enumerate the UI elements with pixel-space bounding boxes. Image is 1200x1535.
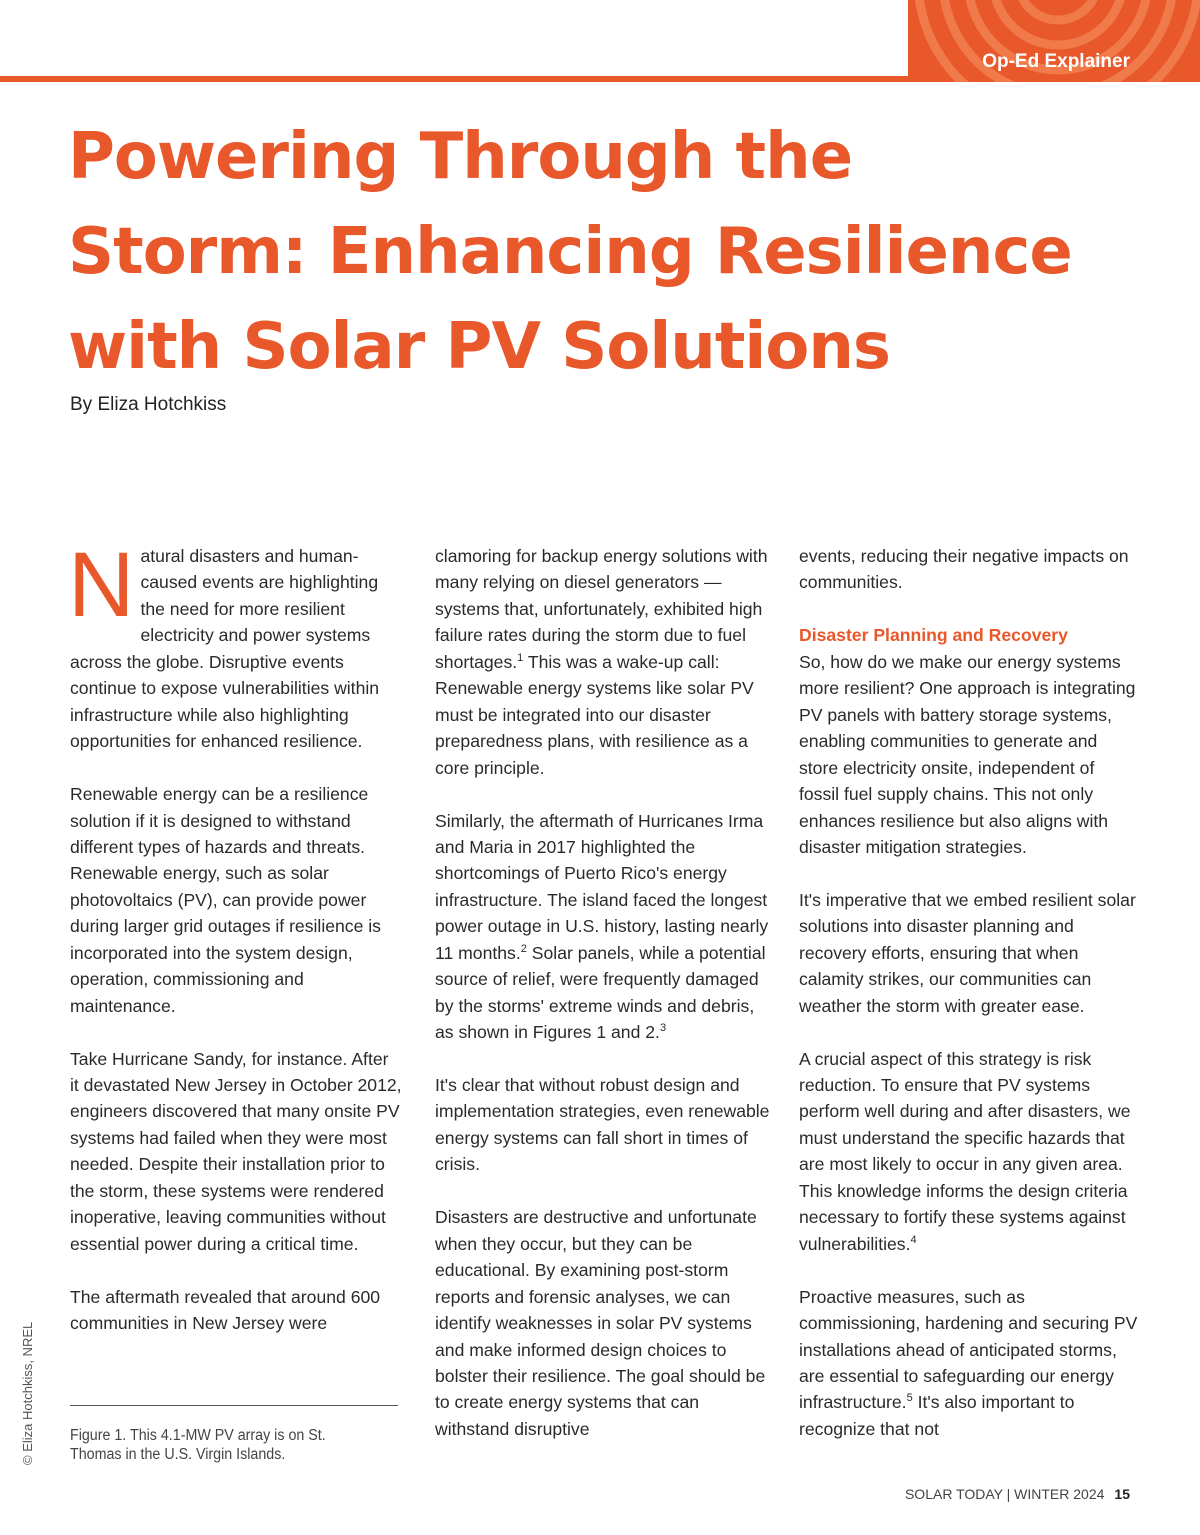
footnote-ref[interactable]: 5 bbox=[906, 1392, 913, 1405]
column-3 bbox=[799, 543, 1139, 1442]
publication-info: SOLAR TODAY | WINTER 2024 bbox=[904, 1486, 1105, 1502]
paragraph: The aftermath revealed that around 600 communities in New Jersey were bbox=[70, 1286, 381, 1334]
drop-cap: N bbox=[68, 534, 135, 636]
photo-credit: © Eliza Hotchkiss, NREL bbox=[20, 1321, 35, 1465]
footnote-ref[interactable]: 1 bbox=[517, 651, 524, 664]
footnote-ref[interactable]: 4 bbox=[910, 1233, 917, 1246]
paragraph: Disaster Planning and Recovery So, how do we make our energy systems more resilient? One approach is integrating PV panels with battery storage systems, enabling communities to generate and store electricity onsite, independent of fossil fuel supply chains. This not only enhances resilience but also aligns with disaster mitigation strategies. bbox=[799, 625, 1136, 857]
paragraph: Similarly, the aftermath of Hurricanes Irma and Maria in 2017 highlighted the shortcomings of Puerto Rico's energy infrastructure. The island faced the longest power outage in U.S. history, lasting nearly 11 months.$^2$ Solar panels, while a potential source of relief, were frequently damaged by the storms' extreme winds and debris, as shown in Figures 1 and 2.$^3$ bbox=[435, 810, 769, 1043]
column-1 bbox=[68, 534, 402, 1337]
paragraph: It's clear that without robust design and implementation strategies, even renewable energy systems can fall short in times of crisis. bbox=[435, 1075, 770, 1175]
paragraph: clamoring for backup energy solutions with many relying on diesel generators — systems that, unfortunately, exhibited high failure rates during the storm due to fuel shortages.$^1$ This was a wake-up call: Renewable energy systems like solar PV must be integrated into our disaster preparedness plans, with resilience as a core principle. bbox=[435, 546, 768, 778]
paragraph: Disasters are destructive and unfortunate when they occur, but they can be educational. By examining post-storm reports and forensic analyses, we can identify weaknesses in solar PV systems and make informed design choices to bolster their resilience. The goal should be to create energy systems that can withstand disruptive bbox=[435, 1207, 766, 1439]
paragraph: events, reducing their negative impacts on communities. bbox=[799, 546, 1129, 593]
header-rule bbox=[0, 76, 908, 82]
title-line: with Solar PV Solutions bbox=[68, 310, 890, 384]
section-subhead: Disaster Planning and Recovery bbox=[799, 625, 1068, 646]
paragraph: It's imperative that we embed resilient solar solutions into disaster planning and recovery efforts, ensuring that when calamity strikes, our communities can weather the storm with greater ease. bbox=[799, 889, 1136, 1016]
title-line: Powering Through the bbox=[68, 120, 853, 194]
paragraph: Take Hurricane Sandy, for instance. After it devastated New Jersey in October 2012, engineers discovered that many onsite PV systems had failed when they were most needed. Despite their installation prior to the storm, these systems were rendered inoperative, leaving communities without essential power during a critical time. bbox=[70, 1048, 402, 1254]
caption-divider bbox=[70, 1405, 398, 1406]
footnote-ref[interactable]: 3 bbox=[659, 1022, 667, 1035]
title-line: Storm: Enhancing Resilience bbox=[68, 215, 1072, 289]
section-tab bbox=[908, 0, 1200, 82]
paragraph: Proactive measures, such as commissioning, hardening and securing PV installations ahead of anticipated storms, are essential to safeguarding our energy infrastructure.$^5$ It's also important to recognize that not bbox=[799, 1286, 1138, 1439]
section-label: Op-Ed Explainer bbox=[982, 51, 1130, 72]
footnote-ref[interactable]: 2 bbox=[520, 942, 527, 955]
paragraph: A crucial aspect of this strategy is risk reduction. To ensure that PV systems perform well during and after disasters, we must understand the specific hazards that are most likely to occur in any given area. This knowledge informs the design criteria necessary to fortify these systems against vulnerabilities.$^4$ bbox=[799, 1048, 1131, 1254]
figure-caption: Figure 1. This 4.1-MW PV array is on St. Thomas in the U.S. Virgin Islands. bbox=[70, 1427, 326, 1463]
byline: By Eliza Hotchkiss bbox=[70, 394, 227, 415]
paragraph: Natural disasters and human-caused events are highlighting the need for more resilient electricity and power systems across the globe. Disruptive events continue to expose vulnerabilities within infrastructure while also highlighting opportunities for enhanced resilience. bbox=[68, 534, 380, 752]
article-title bbox=[68, 110, 1168, 395]
page-footer bbox=[905, 1486, 1130, 1502]
column-2 bbox=[435, 543, 775, 1442]
paragraph: Renewable energy can be a resilience solution if it is designed to withstand different types of hazards and threats. Renewable energy, such as solar photovoltaics (PV), can provide power during larger grid outages if resilience is incorporated into the system design, operation, commissioning and maintenance. bbox=[70, 784, 381, 1016]
page-number: 15 bbox=[1114, 1486, 1130, 1502]
